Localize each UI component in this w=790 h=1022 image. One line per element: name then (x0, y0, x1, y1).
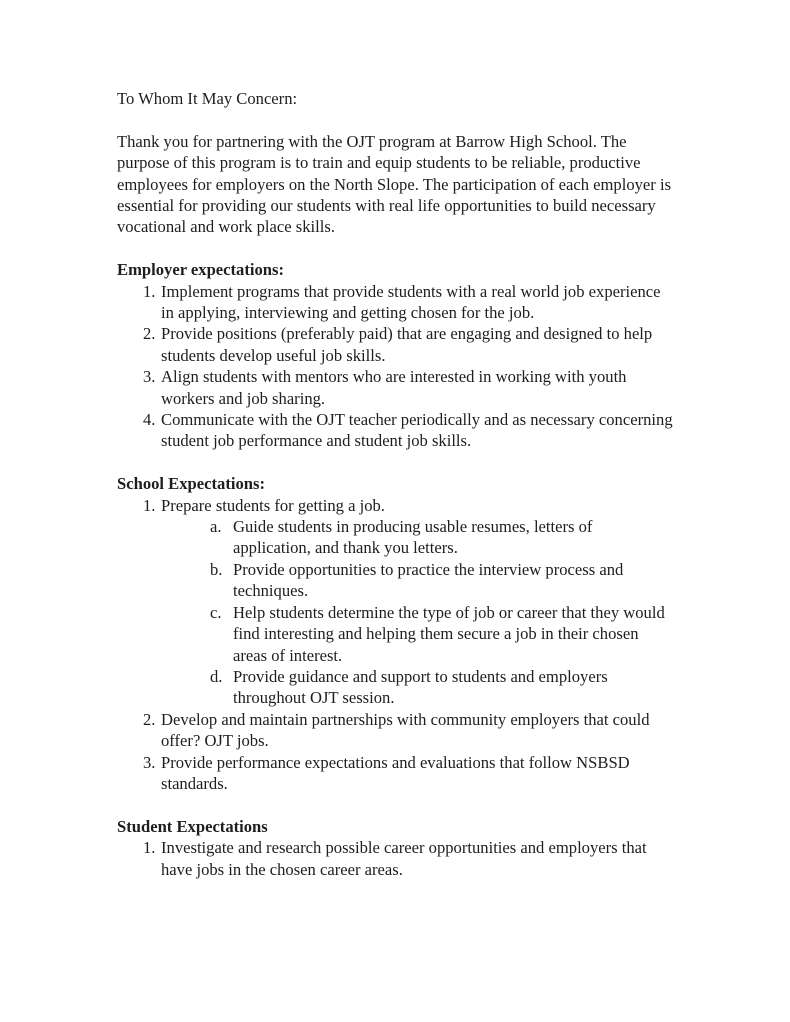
intro-paragraph: Thank you for partnering with the OJT program at Barrow High School. The purpose of this program is to train and equip students to be reliable, productive employees for employers on the North Slope. The participation of each employer is essential for providing our students with real life opportunities to build necessary vocational and work place skills. (117, 131, 672, 237)
list-subitem-text: Help students determine the type of job or career that they would find interesting and helping them secure a job in their chosen areas of interest. (233, 602, 665, 665)
list-subitem (161, 602, 674, 666)
employer-expectations-list (117, 281, 674, 452)
list-item (117, 366, 674, 409)
list-subitem (161, 516, 674, 559)
list-item (117, 837, 674, 880)
section-heading-school-expectations: School Expectations: (117, 474, 265, 494)
section-heading-student-expectations: Student Expectations (117, 816, 268, 836)
list-subitem-text: Guide students in producing usable resumes, letters of application, and thank you letters. (233, 517, 593, 558)
list-subitem (161, 559, 674, 602)
list-item (117, 495, 674, 709)
prepare-students-sublist (161, 516, 674, 709)
list-item (117, 752, 674, 795)
list-item (117, 323, 674, 366)
list-item (117, 281, 674, 324)
list-item-text: Develop and maintain partnerships with community employers that could offer? OJT jobs. (161, 709, 650, 751)
list-subitem (161, 666, 674, 709)
student-expectations-list (117, 837, 674, 880)
list-subitem-text: Provide opportunities to practice the interview process and techniques. (233, 559, 624, 601)
letter-body (117, 88, 674, 880)
salutation: To Whom It May Concern: (117, 89, 298, 108)
list-item-text: Provide positions (preferably paid) that are engaging and designed to help students develop useful job skills. (161, 324, 653, 365)
list-item-text: Communicate with the OJT teacher periodically and as necessary concerning student job performance and student job skills. (161, 410, 673, 451)
list-item (117, 409, 674, 452)
list-subitem-text: Provide guidance and support to students and employers throughout OJT session. (233, 666, 608, 708)
list-item-text: Investigate and research possible career opportunities and employers that have jobs in the chosen career areas. (161, 838, 647, 879)
school-expectations-list (117, 495, 674, 795)
list-item-text: Prepare students for getting a job. (161, 495, 385, 515)
list-item-text: Implement programs that provide students with a real world job experience in applying, interviewing and getting chosen for the job. (161, 281, 661, 323)
list-item (117, 709, 674, 752)
section-heading-employer-expectations: Employer expectations: (117, 260, 284, 280)
list-item-text: Align students with mentors who are interested in working with youth workers and job sharing. (161, 367, 627, 408)
list-item-text: Provide performance expectations and evaluations that follow NSBSD standards. (161, 752, 630, 793)
